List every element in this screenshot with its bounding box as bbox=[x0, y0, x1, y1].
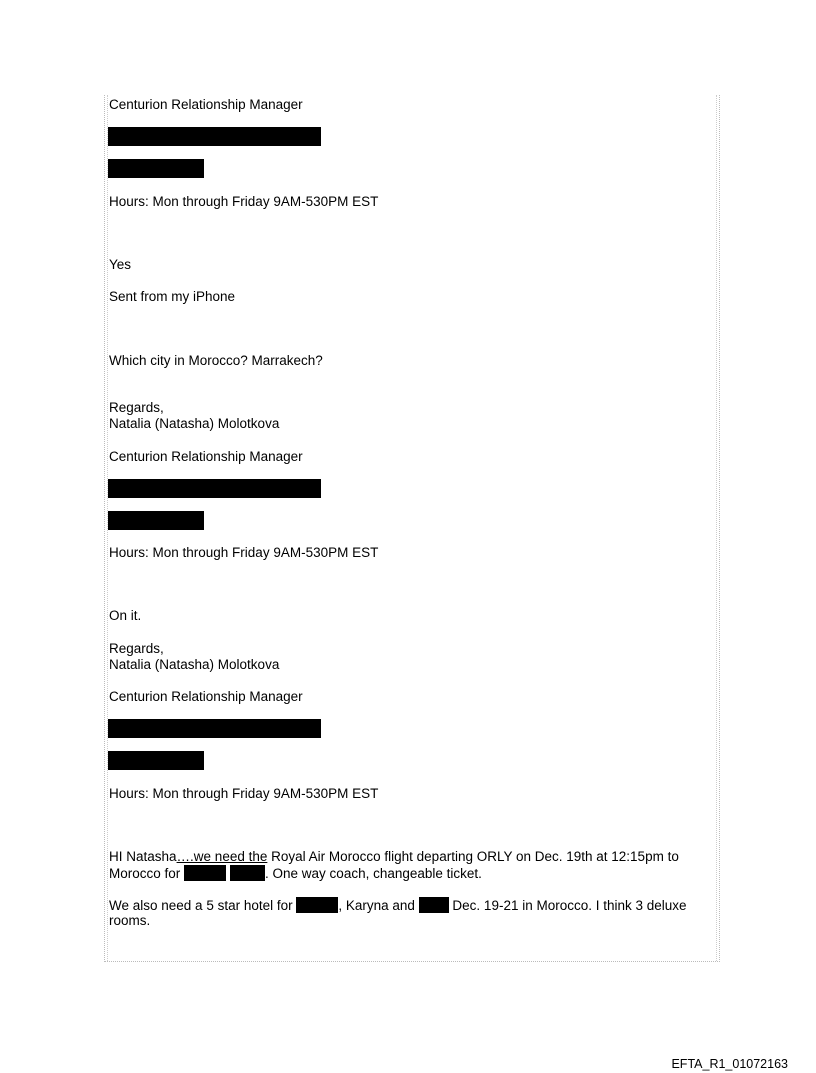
signature-name: Natalia (Natasha) Molotkova bbox=[109, 657, 280, 672]
redaction-box bbox=[108, 751, 204, 770]
signature-hours: Hours: Mon through Friday 9AM-530PM EST bbox=[109, 545, 379, 560]
signature-name: Natalia (Natasha) Molotkova bbox=[109, 416, 280, 431]
sent-from-line: Sent from my iPhone bbox=[109, 289, 236, 304]
request-line bbox=[109, 865, 482, 882]
signature-title: Centurion Relationship Manager bbox=[109, 689, 303, 704]
request-text: Royal Air Morocco flight departing ORLY on Dec. 19th at 12:15pm to bbox=[267, 849, 679, 864]
message-text: Which city in Morocco? Marrakech? bbox=[109, 353, 323, 368]
redaction-box bbox=[184, 865, 226, 881]
redaction-box bbox=[108, 159, 204, 178]
message-text: Yes bbox=[109, 257, 132, 272]
request-text: We also need a 5 star hotel for bbox=[109, 898, 297, 913]
redaction-box bbox=[108, 127, 321, 146]
redaction-box bbox=[108, 479, 321, 498]
request-text: . One way coach, changeable ticket. bbox=[265, 866, 482, 881]
signature-title: Centurion Relationship Manager bbox=[109, 449, 303, 464]
request-line: rooms. bbox=[109, 913, 151, 928]
signature-hours: Hours: Mon through Friday 9AM-530PM EST bbox=[109, 786, 379, 801]
document-id: EFTA_R1_01072163 bbox=[671, 1057, 788, 1071]
request-text: Morocco for bbox=[109, 866, 185, 881]
redaction-box bbox=[296, 897, 338, 913]
request-text: , Karyna and bbox=[338, 898, 419, 913]
signature-regards: Regards, bbox=[109, 641, 164, 656]
signature-title: Centurion Relationship Manager bbox=[109, 97, 303, 112]
request-greeting: HI Natasha bbox=[109, 849, 177, 864]
request-text: Dec. 19-21 in Morocco. I think 3 deluxe bbox=[448, 898, 687, 913]
signature-regards: Regards, bbox=[109, 400, 164, 415]
request-underlined-text: ….we need the bbox=[176, 849, 268, 864]
redaction-box bbox=[230, 865, 265, 881]
redaction-box bbox=[108, 511, 204, 530]
redaction-box bbox=[108, 719, 321, 738]
request-line bbox=[109, 849, 679, 865]
redaction-box bbox=[419, 897, 449, 913]
message-text: On it. bbox=[109, 608, 142, 623]
request-line bbox=[109, 897, 687, 914]
signature-hours: Hours: Mon through Friday 9AM-530PM EST bbox=[109, 194, 379, 209]
